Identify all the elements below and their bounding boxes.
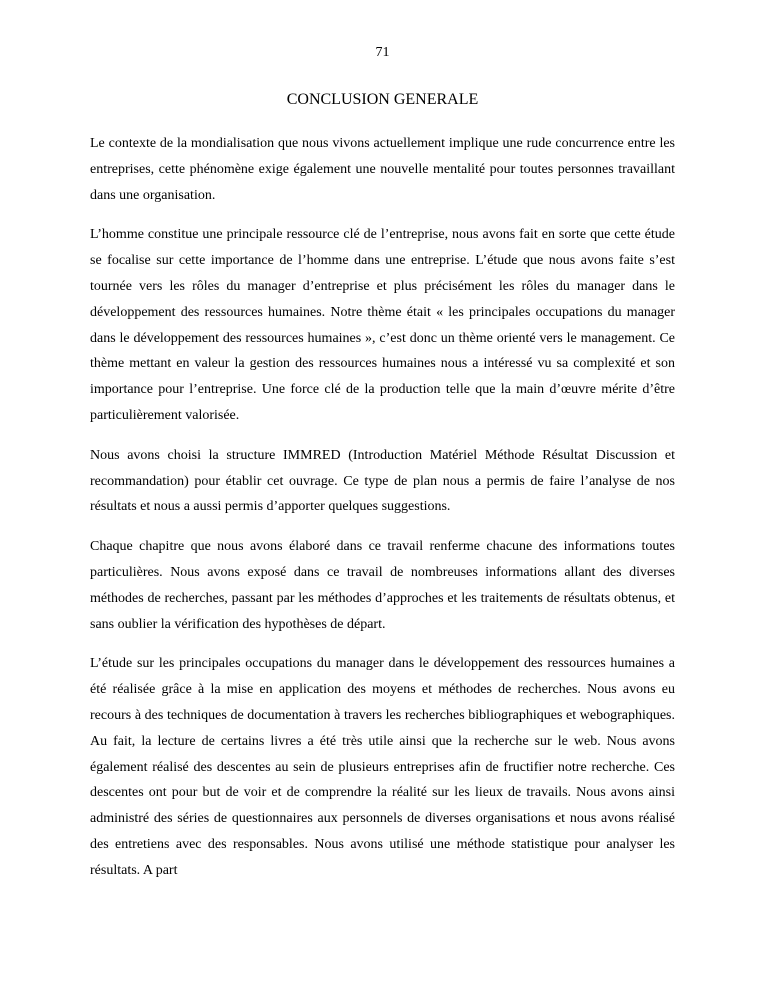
paragraph-5: L’étude sur les principales occupations du manager dans le développement des ressources humaines a été réalisée grâce à la mise en application des moyens et méthodes de recherches. Nous avons eu recours à des techniques de documentation à travers les recherches bibliographiques et webographiques. Au fait, la lecture de certains livres a été très utile ainsi que la recherche sur le web. Nous avons également réalisé des descentes au sein de plusieurs entreprises afin de fructifier notre recherche. Ces descentes ont pour but de voir et de comprendre la réalité sur les lieux de travails. Nous avons ainsi administré des séries de questionnaires aux personnels de diverses organisations et nous avons réalisé des entretiens avec des responsables. Nous avons utilisé une méthode statistique pour analyser les résultats. A part — [90, 656, 675, 878]
page-title: CONCLUSION GENERALE — [286, 91, 479, 108]
paragraph-4: Chaque chapitre que nous avons élaboré dans ce travail renferme chacune des informations toutes particulières. Nous avons exposé dans ce travail de nombreuses informations allant des diverses méthodes de recherches, passant par les méthodes d’approches et les traitements de résultats obtenus, et sans oublier la vérification des hypothèses de départ. — [90, 539, 675, 632]
paragraph-3: Nous avons choisi la structure IMMRED (Introduction Matériel Méthode Résultat Discussion et recommandation) pour établir cet ouvrage. Ce type de plan nous a permis de faire l’analyse de nos résultats et nous a aussi permis d’apporter quelques suggestions. — [90, 447, 675, 515]
paragraph-1: Le contexte de la mondialisation que nous vivons actuellement implique une rude concurrence entre les entreprises, cette phénomène exige également une nouvelle mentalité pour toutes personnes travaillant dans une organisation. — [90, 136, 675, 203]
page-number: 71 — [375, 45, 390, 60]
body-text — [90, 131, 675, 898]
paragraph-2: L’homme constitue une principale ressource clé de l’entreprise, nous avons fait en sorte que cette étude se focalise sur cette importance de l’homme dans une entreprise. L’étude que nous avons faite s’est tournée vers les rôles du manager d’entreprise et plus précisément les rôles du manager dans le développement des ressources humaines. Notre thème était « les principales occupations du manager dans le développement des ressources humaines », c’est donc un thème orienté vers le management. Ce thème mettant en valeur la gestion des ressources humaines nous a intéressé vu sa complexité et son importance pour l’entreprise. Une force clé de la production telle que la main d’œuvre mérite d’être particulièrement valorisée. — [90, 227, 675, 423]
